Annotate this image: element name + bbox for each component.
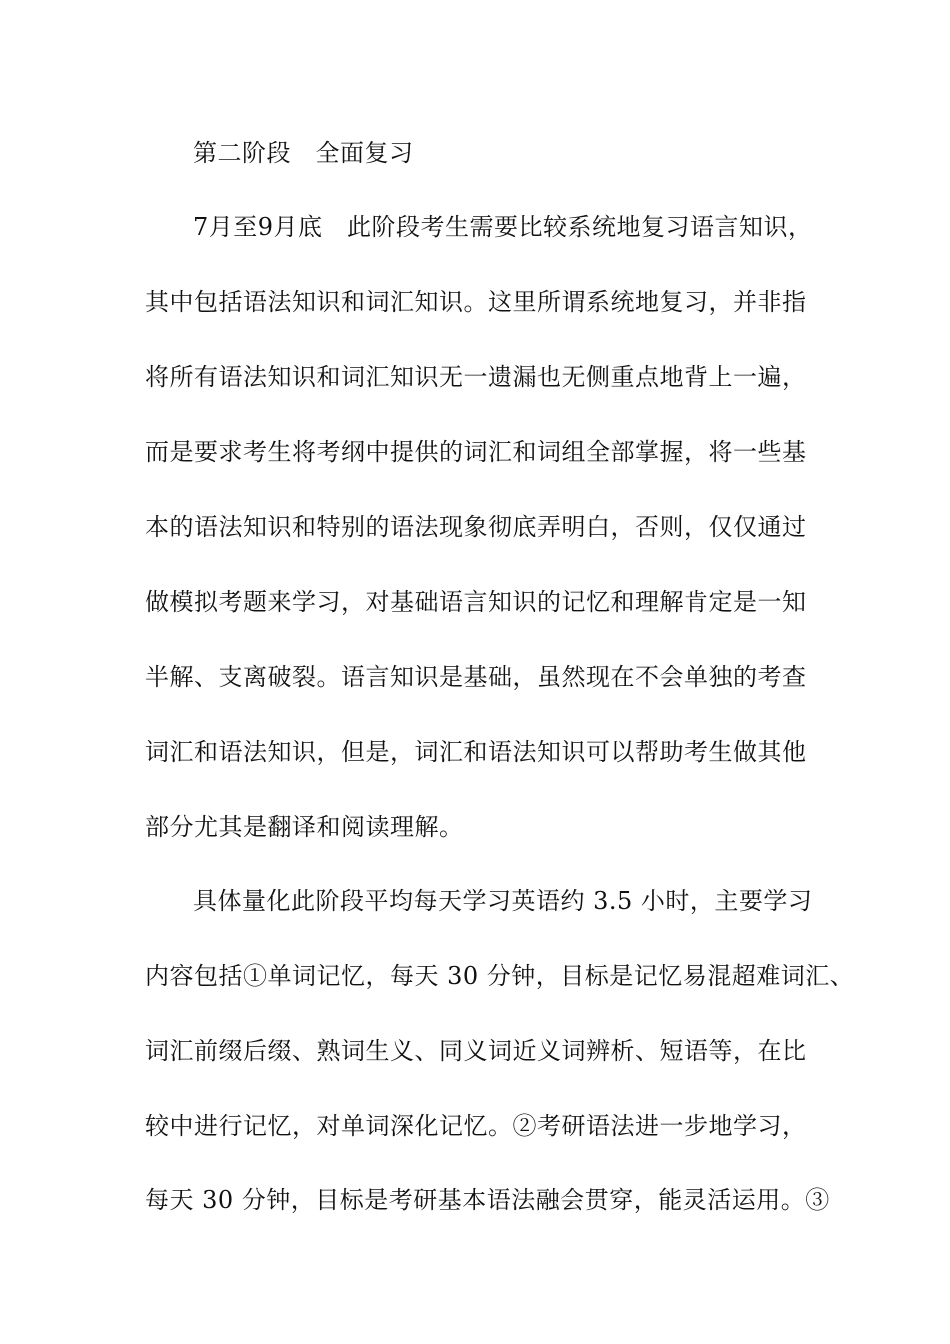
paragraph-1-line-9: 部分尤其是翻译和阅读理解。 xyxy=(145,813,464,841)
paragraph-1-line-2: 其中包括语法知识和词汇知识。这里所谓系统地复习，并非指 xyxy=(145,288,807,316)
paragraph-2-line-3: 词汇前缀后缀、熟词生义、同义词近义词辨析、短语等，在比 xyxy=(145,1037,807,1065)
paragraph-2-line-2: 内容包括①单词记忆，每天 30 分钟，目标是记忆易混超难词汇、 xyxy=(145,962,855,990)
paragraph-1-line-3: 将所有语法知识和词汇知识无一遗漏也无侧重点地背上一遍， xyxy=(145,363,807,391)
paragraph-2-line-1: 具体量化此阶段平均每天学习英语约 3.5 小时，主要学习 xyxy=(193,887,813,915)
paragraph-2-line-5: 每天 30 分钟，目标是考研基本语法融会贯穿，能灵活运用。③ xyxy=(145,1186,830,1214)
paragraph-1-line-5: 本的语法知识和特别的语法现象彻底弄明白，否则，仅仅通过 xyxy=(145,513,807,541)
section-heading: 第二阶段 全面复习 xyxy=(193,139,414,167)
paragraph-2-line-4: 较中进行记忆，对单词深化记忆。②考研语法进一步地学习， xyxy=(145,1112,807,1140)
paragraph-1-line-8: 词汇和语法知识，但是，词汇和语法知识可以帮助考生做其他 xyxy=(145,738,807,766)
paragraph-1-line-6: 做模拟考题来学习，对基础语言知识的记忆和理解肯定是一知 xyxy=(145,588,807,616)
paragraph-1-line-1: 7月至9月底 此阶段考生需要比较系统地复习语言知识， xyxy=(193,213,813,241)
paragraph-1-line-7: 半解、支离破裂。语言知识是基础，虽然现在不会单独的考查 xyxy=(145,663,807,691)
paragraph-1-line-4: 而是要求考生将考纲中提供的词汇和词组全部掌握，将一些基 xyxy=(145,438,807,466)
